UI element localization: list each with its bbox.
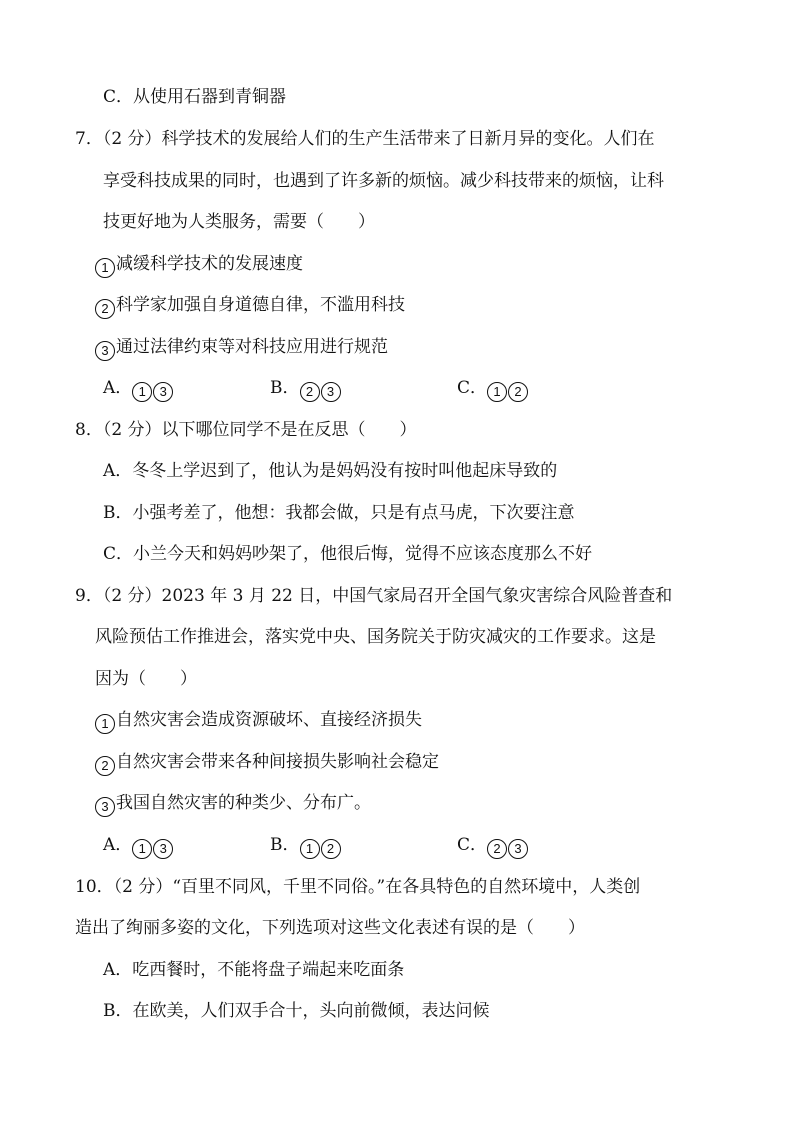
q7-statement-1: [95, 252, 303, 278]
q9-stem-line3: 因为（ ）: [95, 669, 197, 689]
circled-number: 3: [508, 839, 528, 859]
circled-number: 2: [95, 299, 115, 319]
q7-stem-line3: 技更好地为人类服务，需要（ ）: [103, 212, 375, 232]
q8-option-b: B．小强考差了，他想：我都会做，只是有点马虎，下次要注意: [103, 503, 575, 523]
circled-number: 3: [321, 382, 341, 402]
option-label: A．: [103, 835, 133, 855]
circled-number: 3: [95, 797, 115, 817]
q10-option-b: B．在欧美，人们双手合十，头向前微倾，表达问候: [103, 1001, 490, 1021]
q9-statement-3: [95, 791, 371, 817]
q9-statement-2: [95, 750, 439, 776]
q9-statement-1: [95, 708, 422, 734]
circled-number: 2: [487, 839, 507, 859]
q8-option-c: C．小兰今天和妈妈吵架了，他很后悔，觉得不应该态度那么不好: [103, 544, 593, 564]
circled-number: 1: [95, 258, 115, 278]
circled-number: 1: [487, 382, 507, 402]
circled-number: 3: [153, 382, 173, 402]
circled-number: 1: [132, 839, 152, 859]
circled-number: 2: [321, 839, 341, 859]
q7-option-b: [270, 376, 342, 402]
q7-statement-2-text: 科学家加强自身道德自律，不滥用科技: [116, 295, 405, 315]
circled-number: 2: [300, 382, 320, 402]
option-label: B．: [270, 378, 300, 398]
q8-stem: 8．（2 分）以下哪位同学不是在反思（ ）: [75, 420, 417, 440]
q10-stem-line1: 10．（2 分）“百里不同风，千里不同俗。”在各具特色的自然环境中，人类创: [75, 877, 641, 897]
q9-statement-3-text: 我国自然灾害的种类少、分布广。: [116, 793, 371, 813]
option-label: B．: [270, 835, 300, 855]
q7-statement-3: [95, 335, 388, 361]
q7-statement-2: [95, 293, 405, 319]
circled-number: 1: [300, 839, 320, 859]
q10-option-a: A．吃西餐时，不能将盘子端起来吃面条: [103, 960, 405, 980]
q7-option-c: [457, 376, 529, 402]
option-label: A．: [103, 378, 133, 398]
q7-statement-3-text: 通过法律约束等对科技应用进行规范: [116, 337, 388, 357]
circled-number: 3: [153, 839, 173, 859]
q9-stem-line1: 9．（2 分）2023 年 3 月 22 日，中国气家局召开全国气象灾害综合风险普查和: [75, 586, 673, 606]
q9-statement-2-text: 自然灾害会带来各种间接损失影响社会稳定: [116, 752, 439, 772]
option-label: C．: [457, 835, 488, 855]
q7-stem-line1: 7．（2 分）科学技术的发展给人们的生产生活带来了日新月异的变化。人们在: [75, 129, 655, 149]
q9-option-c: [457, 833, 529, 859]
circled-number: 1: [132, 382, 152, 402]
q10-stem-line2: 造出了绚丽多姿的文化，下列选项对这些文化表述有误的是（ ）: [75, 918, 585, 938]
q7-stem-line2: 享受科技成果的同时，也遇到了许多新的烦恼。减少科技带来的烦恼，让科: [103, 171, 664, 191]
q6-option-c: C．从使用石器到青铜器: [103, 87, 287, 107]
circled-number: 1: [95, 714, 115, 734]
circled-number: 2: [508, 382, 528, 402]
q9-stem-line2: 风险预估工作推进会，落实党中央、国务院关于防灾减灾的工作要求。这是: [95, 627, 656, 647]
q8-option-a: A．冬冬上学迟到了，他认为是妈妈没有按时叫他起床导致的: [103, 461, 558, 481]
q7-statement-1-text: 减缓科学技术的发展速度: [116, 254, 303, 274]
q9-option-b: [270, 833, 342, 859]
q9-statement-1-text: 自然灾害会造成资源破坏、直接经济损失: [116, 710, 422, 730]
circled-number: 3: [95, 341, 115, 361]
q9-option-a: [103, 833, 174, 859]
circled-number: 2: [95, 756, 115, 776]
option-label: C．: [457, 378, 488, 398]
q7-option-a: [103, 376, 174, 402]
